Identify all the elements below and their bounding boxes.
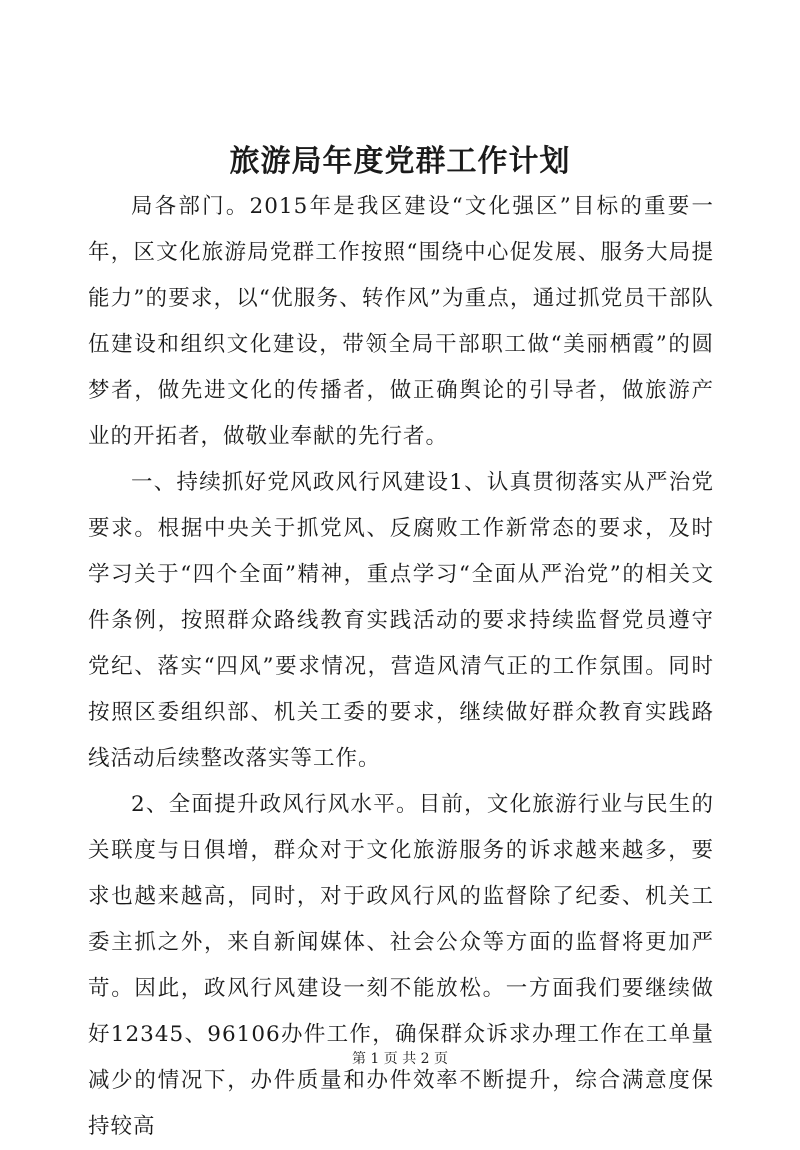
paragraph-intro: 局各部门。2015年是我区建设“文化强区”目标的重要一年，区文化旅游局党群工作按照“围绕中心促发展、服务大局提能力”的要求，以“优服务、转作风”为重点，通过抓党员干部队伍建设和组织文化建设，带领全局干部职工做“美丽栖霞”的圆梦者，做先进文化的传播者，做正确舆论的引导者，做旅游产业的开拓者，做敬业奉献的先行者。	[88, 194, 714, 449]
page-footer	[0, 1049, 800, 1069]
page-number-indicator: 第 1 页 共 2 页	[351, 1051, 449, 1067]
document-title: 旅游局年度党群工作计划	[229, 144, 571, 179]
paragraph-section-two: 2、全面提升政风行风水平。目前，文化旅游行业与民生的关联度与日俱增，群众对于文化旅游服务的诉求越来越多，要求也越来越高，同时，对于政风行风的监督除了纪委、机关工委主抓之外，来自新闻媒体、社会公众等方面的监督将更加严苛。因此，政风行风建设一刻不能放松。一方面我们要继续做好12345、96106办件工作，确保群众诉求办理工作在工单量减少的情况下，办件质量和办件效率不断提升，综合满意度保持较高	[88, 792, 714, 1139]
document-body	[88, 184, 714, 1150]
paragraph-section-one: 一、持续抓好党风政风行风建设1、认真贯彻落实从严治党要求。根据中央关于抓党风、反腐败工作新常态的要求，及时学习关于“四个全面”精神，重点学习“全面从严治党”的相关文件条例，按照群众路线教育实践活动的要求持续监督党员遵守党纪、落实“四风”要求情况，营造风清气正的工作氛围。同时按照区委组织部、机关工委的要求，继续做好群众教育实践路线活动后续整改落实等工作。	[88, 470, 714, 771]
